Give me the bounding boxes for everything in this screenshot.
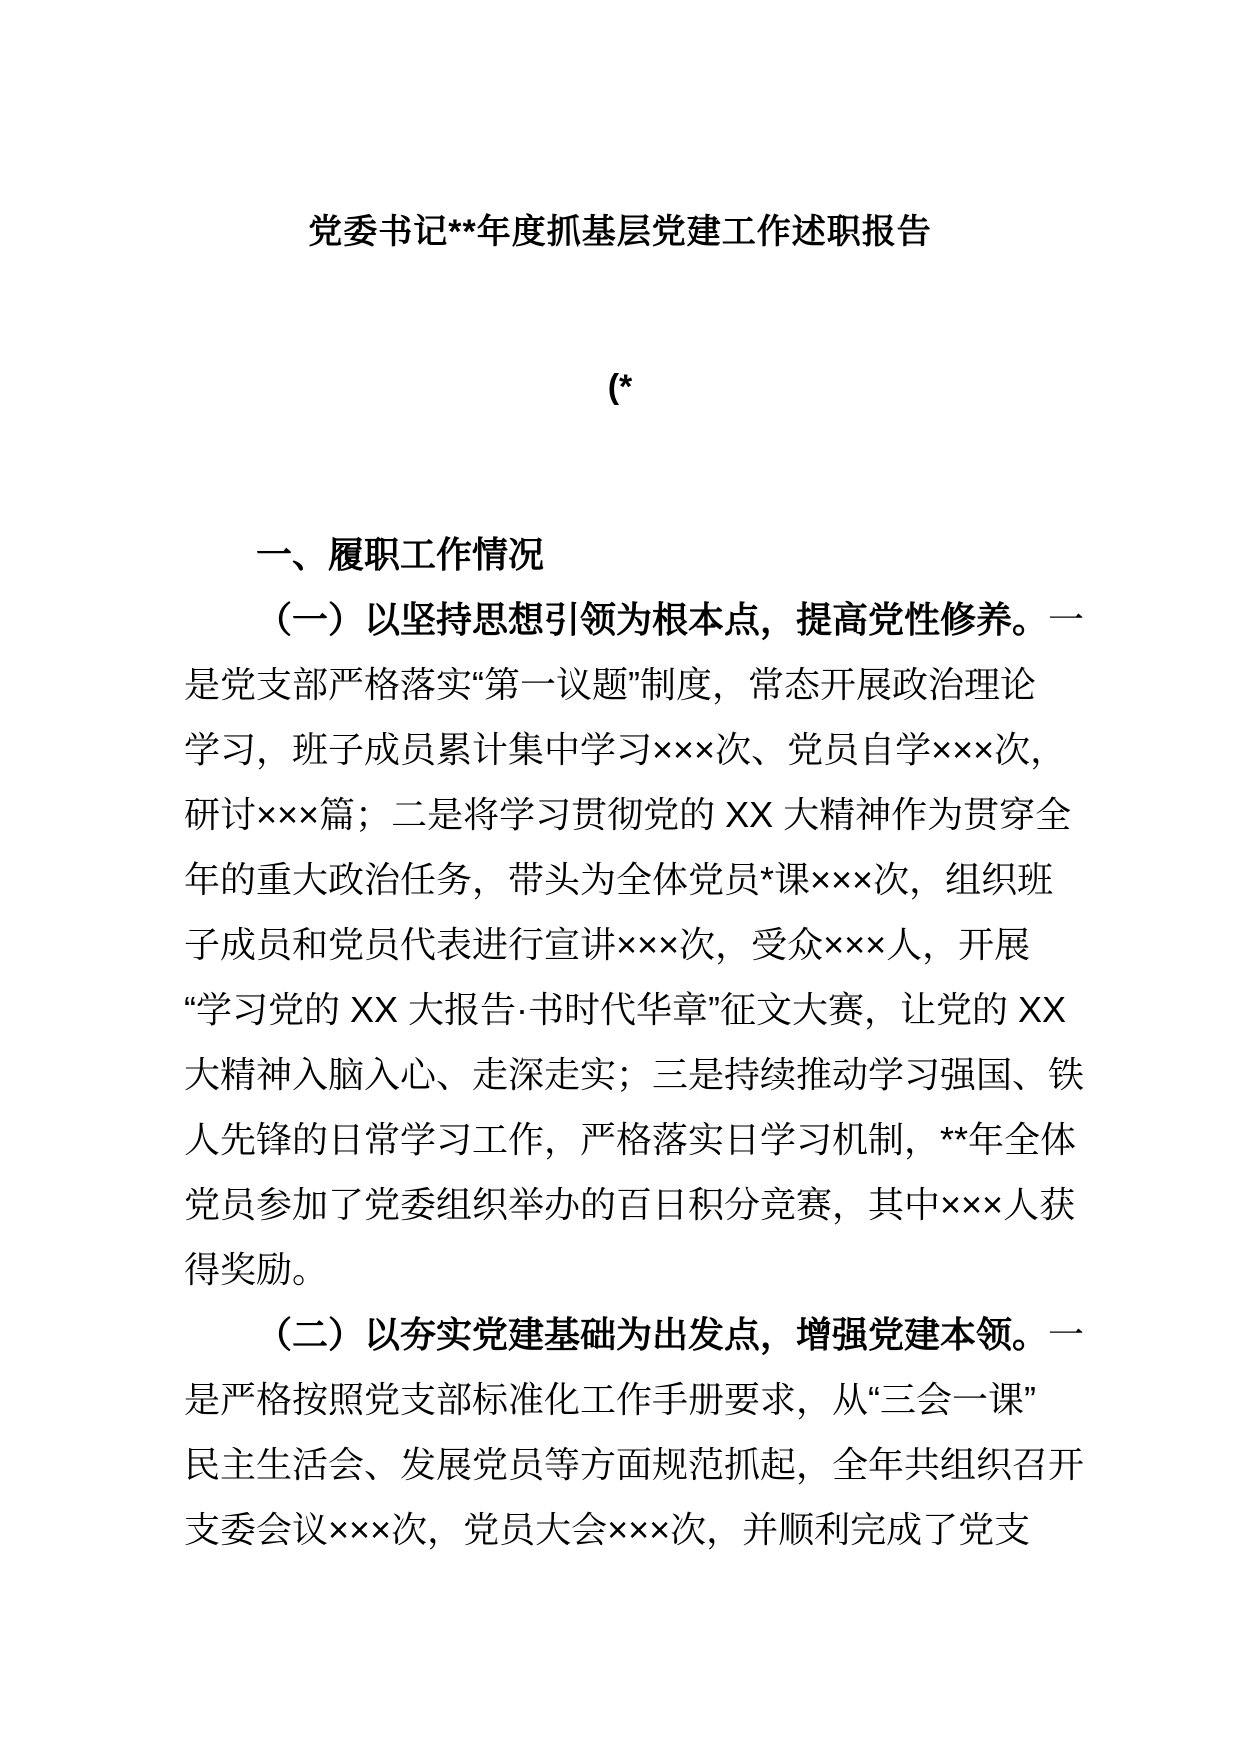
- paragraph: [184, 587, 1084, 1302]
- text-line: 研讨×××篇；二是将学习贯彻党的 XX 大精神作为贯穿全: [184, 794, 1072, 835]
- text-line: “学习党的 XX 大报告·书时代华章”征文大赛，让党的 XX: [184, 989, 1067, 1030]
- text-line: 学习，班子成员累计集中学习×××次、党员自学×××次，: [184, 729, 1067, 770]
- paragraph-lead-tail: 一: [1048, 1314, 1085, 1355]
- paragraph: [184, 1302, 1084, 1562]
- text-line: 得奖励。: [184, 1249, 329, 1290]
- text-line: 是严格按照党支部标准化工作手册要求，从“三会一课”: [184, 1379, 1036, 1420]
- text-line: 党员参加了党委组织举办的百日积分竞赛，其中×××人获: [184, 1184, 1076, 1225]
- paragraph-lead-line: [184, 1302, 1084, 1367]
- paragraph-lead-line: [184, 587, 1084, 652]
- paragraph-lead-bold: （一）以坚持思想引领为根本点，提高党性修养。: [256, 599, 1049, 640]
- text-line: 人先锋的日常学习工作，严格落实日学习机制，**年全体: [184, 1119, 1077, 1160]
- paragraph-lead-tail: 一: [1048, 599, 1085, 640]
- text-line: 子成员和党员代表进行宣讲×××次，受众×××人，开展: [184, 924, 1031, 965]
- text-line: 年的重大政治任务，带头为全体党员*课×××次，组织班: [184, 859, 1054, 900]
- document-subtitle: (*: [607, 368, 633, 406]
- section-heading: 一、履职工作情况: [256, 534, 545, 575]
- paragraph-lead-bold: （二）以夯实党建基础为出发点，增强党建本领。: [256, 1314, 1049, 1355]
- document-title: 党委书记**年度抓基层党建工作述职报告: [308, 213, 932, 251]
- text-line: 大精神入脑入心、走深走实；三是持续推动学习强国、铁: [184, 1054, 1085, 1095]
- text-line: 是党支部严格落实“第一议题”制度，常态开展政治理论: [184, 664, 1036, 705]
- document-body: [184, 587, 1084, 1562]
- text-line: 支委会议×××次，党员大会×××次，并顺利完成了党支: [184, 1509, 1031, 1550]
- text-line: 民主生活会、发展党员等方面规范抓起，全年共组织召开: [184, 1444, 1085, 1485]
